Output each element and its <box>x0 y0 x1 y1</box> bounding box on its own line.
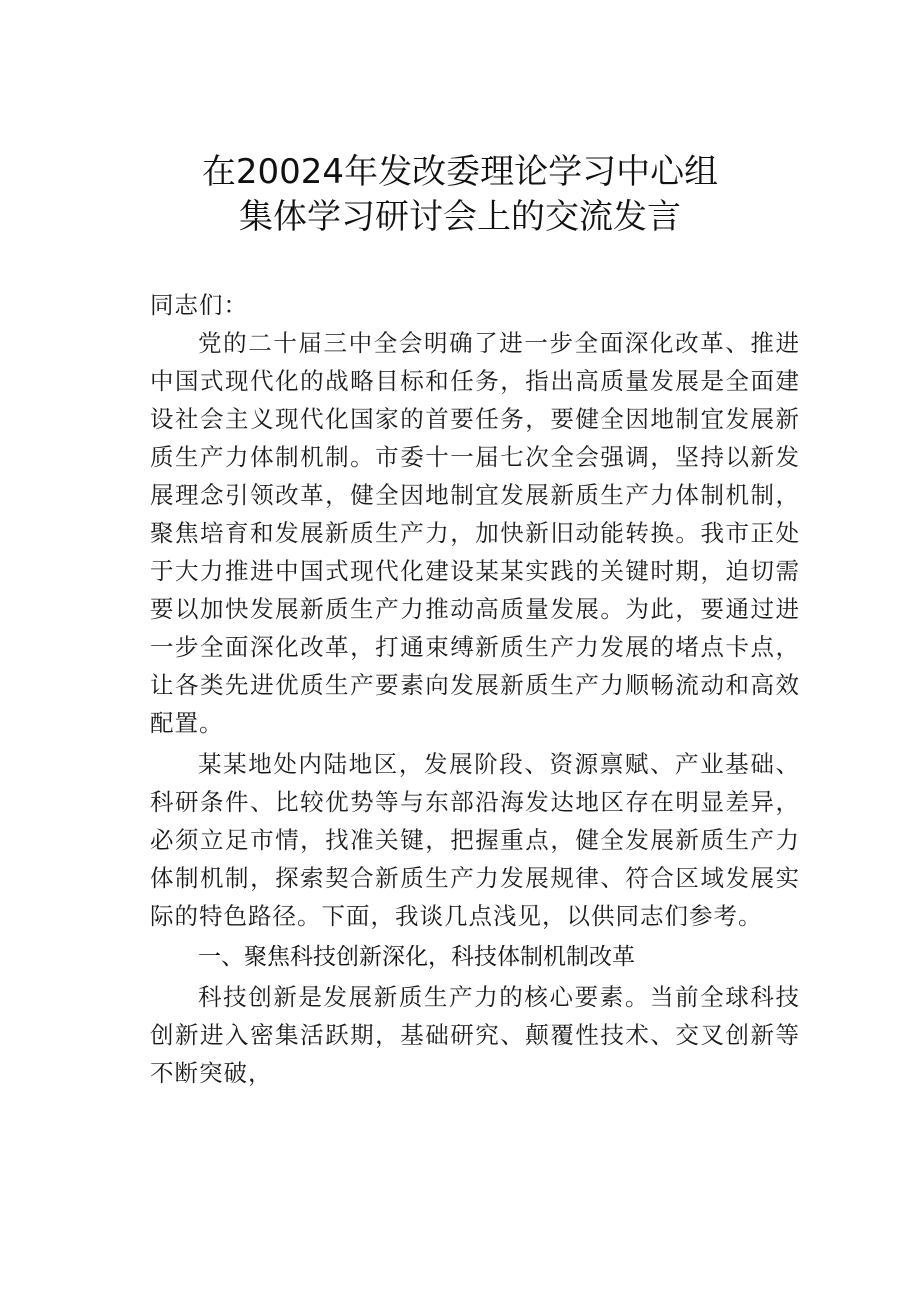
body-paragraph: 某某地处内陆地区，发展阶段、资源禀赋、产业基础、科研条件、比较优势等与东部沿海发达地区存在明显差异，必须立足市情，找准关键，把握重点，健全发展新质生产力体制机制，探索契合新质生产力发展规律、符合区域发展实际的特色路径。下面，我谈几点浅见，以供同志们参考。 <box>150 750 800 930</box>
title-line-2: 集体学习研讨会上的交流发言 <box>239 197 681 237</box>
body-paragraph: 党的二十届三中全会明确了进一步全面深化改革、推进中国式现代化的战略目标和任务，指出高质量发展是全面建设社会主义现代化国家的首要任务，要健全因地制宜发展新质生产力体制机制。市委十一届七次全会强调，坚持以新发展理念引领改革，健全因地制宜发展新质生产力体制机制，聚焦培育和发展新质生产力，加快新旧动能转换。我市正处于大力推进中国式现代化建设某某实践的关键时期，迫切需要以加快发展新质生产力推动高质量发展。为此，要通过进一步全面深化改革，打通束缚新质生产力发展的堵点卡点，让各类先进优质生产要素向发展新质生产力顺畅流动和高效配置。 <box>150 329 800 737</box>
document-title <box>0 150 920 240</box>
section-paragraph: 科技创新是发展新质生产力的核心要素。当前全球科技创新进入密集活跃期，基础研究、颠覆性技术、交叉创新等不断突破， <box>150 983 800 1087</box>
salutation: 同志们： <box>150 291 248 319</box>
section-heading: 一、聚焦科技创新深化，科技体制机制改革 <box>198 944 635 970</box>
document-body <box>150 286 800 1092</box>
title-line-1: 在20024年发改委理论学习中心组 <box>201 152 719 192</box>
